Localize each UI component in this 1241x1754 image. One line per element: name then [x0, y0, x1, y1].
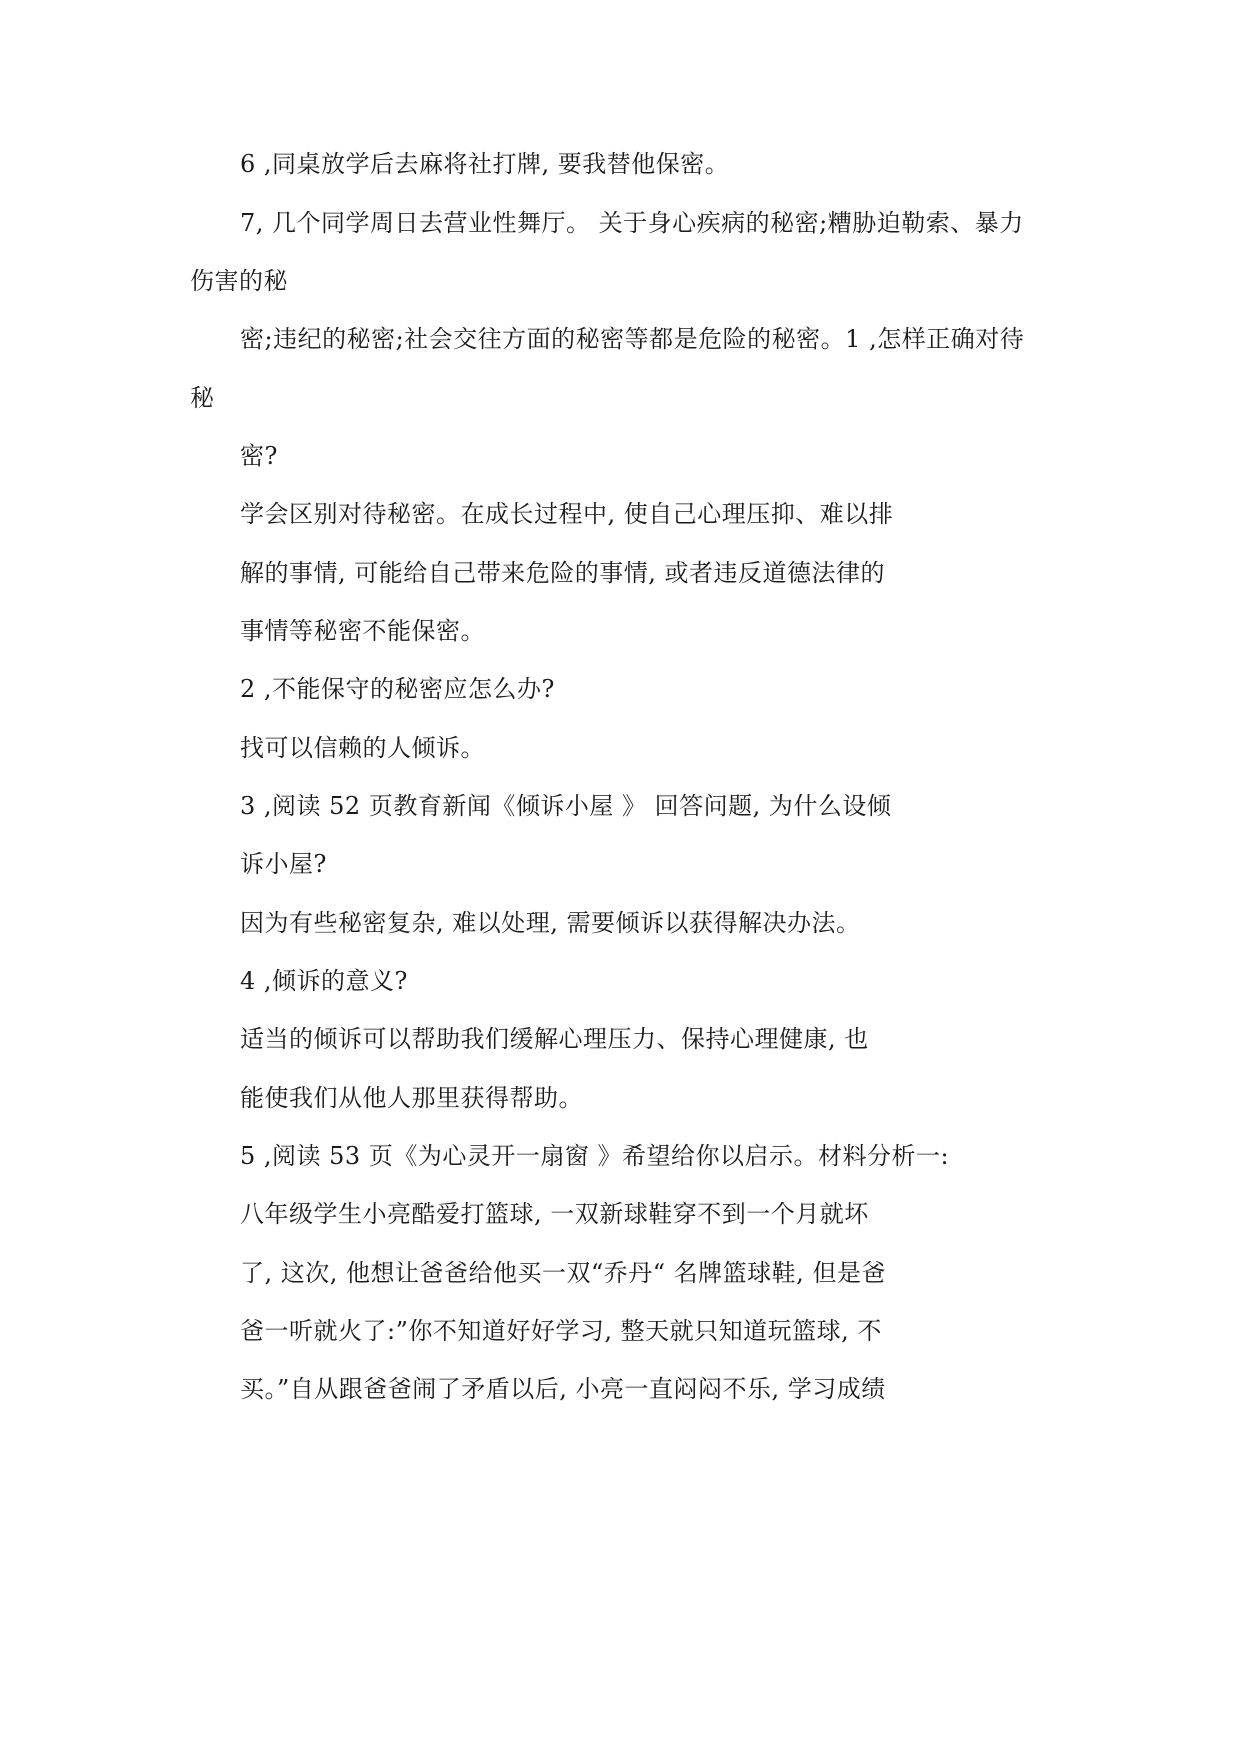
text-line: 学会区别对待秘密。在成长过程中, 使自己心理压抑、难以排 [240, 500, 894, 528]
text-line: 7, 几个同学周日去营业性舞厅。 关于身心疾病的秘密;糟胁迫勒索、暴力 [240, 209, 1024, 237]
text-line: 因为有些秘密复杂, 难以处理, 需要倾诉以获得解决办法。 [240, 909, 861, 937]
text-line: 3 ,阅读 52 页教育新闻《倾诉小屋 》 回答问题, 为什么设倾 [240, 792, 892, 820]
text-line: 4 ,倾诉的意义? [240, 967, 408, 995]
text-line: 诉小屋? [240, 850, 327, 878]
text-line: 买。”自从跟爸爸闹了矛盾以后, 小亮一直闷闷不乐, 学习成绩 [240, 1375, 886, 1403]
text-line: 适当的倾诉可以帮助我们缓解心理压力、保持心理健康, 也 [240, 1025, 869, 1053]
text-line: 事情等秘密不能保密。 [240, 617, 485, 645]
text-line: 解的事情, 可能给自己带来危险的事情, 或者违反道德法律的 [240, 559, 886, 587]
text-line: 找可以信赖的人倾诉。 [240, 734, 485, 762]
text-line: 伤害的秘 [190, 267, 288, 295]
text-line: 了, 这次, 他想让爸爸给他买一双“乔丹“ 名牌篮球鞋, 但是爸 [240, 1259, 886, 1287]
text-line: 密? [240, 442, 278, 470]
text-line: 八年级学生小亮酷爱打篮球, 一双新球鞋穿不到一个月就坏 [240, 1200, 869, 1228]
text-line: 秘 [190, 384, 215, 412]
text-line: 6 ,同桌放学后去麻将社打牌, 要我替他保密。 [240, 150, 730, 178]
text-line: 2 ,不能保守的秘密应怎么办? [240, 675, 555, 703]
text-line: 爸一听就火了:”你不知道好好学习, 整天就只知道玩篮球, 不 [240, 1317, 882, 1345]
text-line: 5 ,阅读 53 页《为心灵开一扇窗 》希望给你以启示。材料分析一: [240, 1142, 950, 1170]
text-line: 密;违纪的秘密;社会交往方面的秘密等都是危险的秘密。1 ,怎样正确对待 [240, 325, 1025, 353]
text-line: 能使我们从他人那里获得帮助。 [240, 1084, 583, 1112]
